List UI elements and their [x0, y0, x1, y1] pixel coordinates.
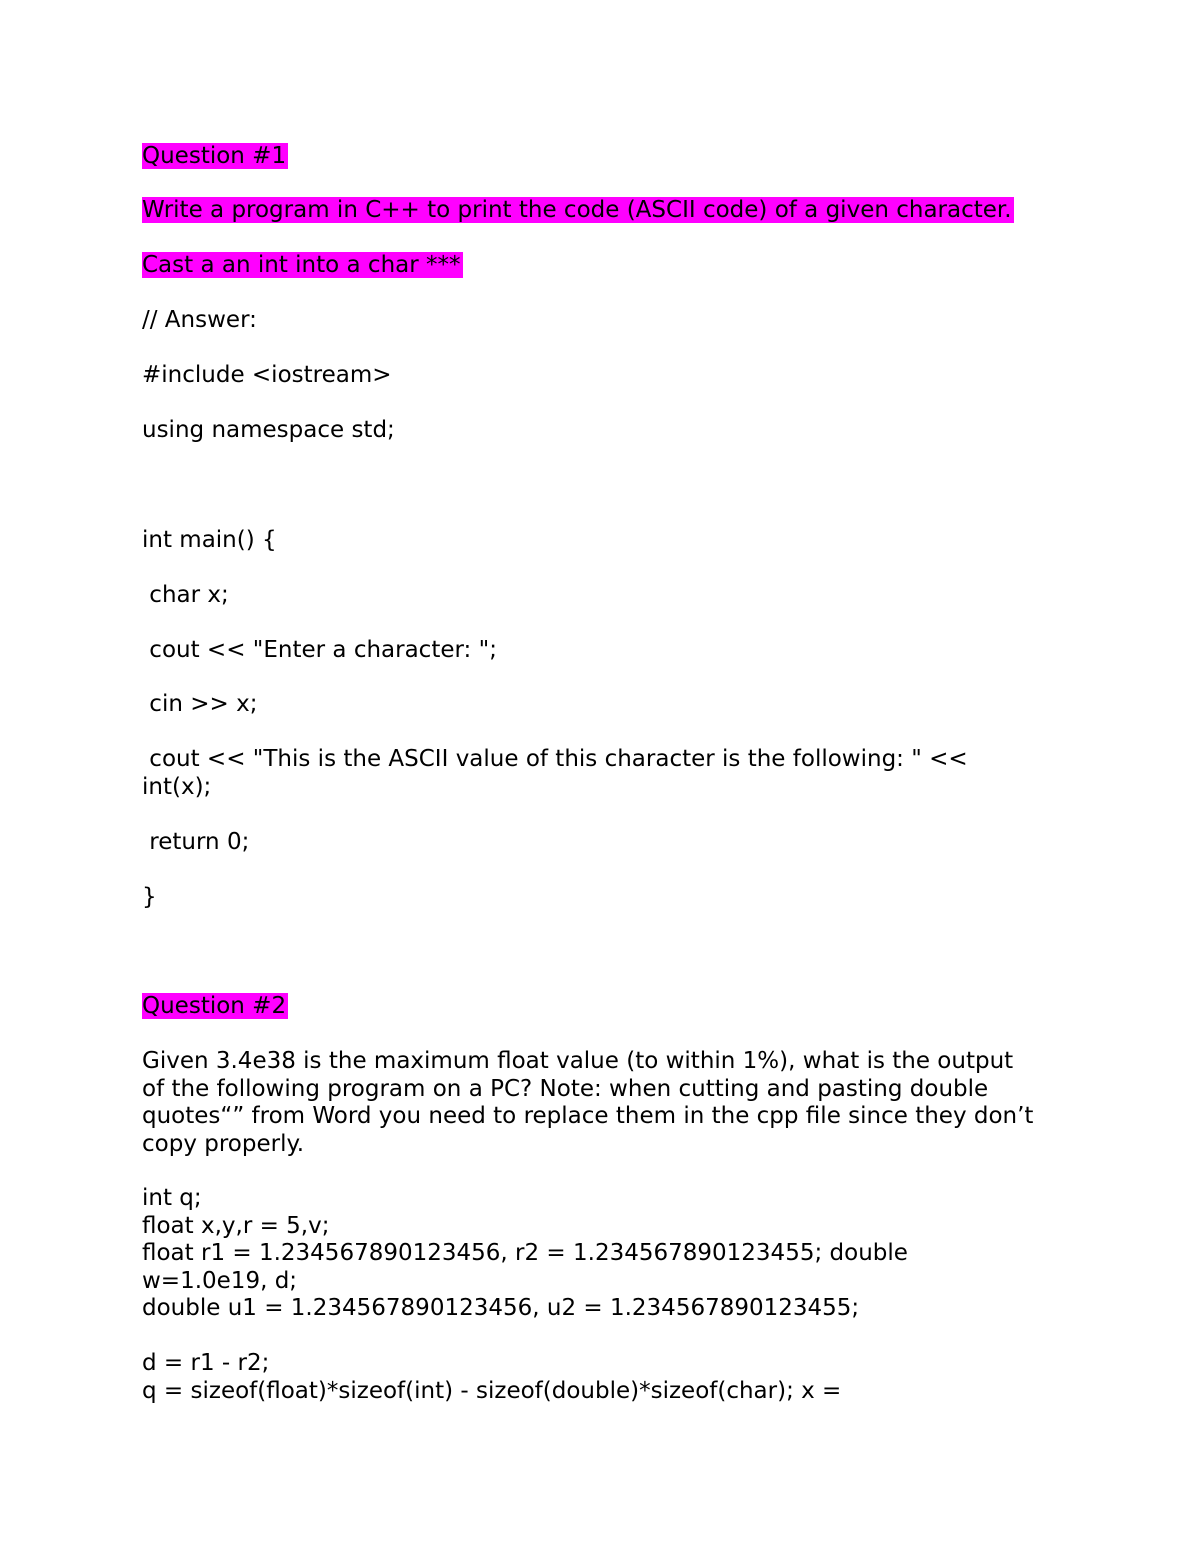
question-2-prompt-line: quotes“” from Word you need to replace them in the cpp file since they don’t — [142, 1103, 1034, 1129]
code-line: double u1 = 1.234567890123456, u2 = 1.234567890123455; — [142, 1295, 860, 1321]
question-2-prompt-line: of the following program on a PC? Note: when cutting and pasting double — [142, 1076, 989, 1102]
answer-label: // Answer: — [142, 307, 257, 333]
code-line: char x; — [142, 582, 229, 608]
code-line: int main() { — [142, 527, 277, 553]
code-line: using namespace std; — [142, 417, 395, 443]
highlight: Question #2 — [142, 993, 287, 1019]
highlight: Cast a an int into a char *** — [142, 252, 461, 278]
question-1-hint — [142, 251, 463, 279]
code-line: float x,y,r = 5,v; — [142, 1213, 330, 1239]
code-line: d = r1 - r2; — [142, 1350, 270, 1376]
code-line: return 0; — [142, 829, 250, 855]
code-line: cout << "Enter a character: "; — [142, 637, 497, 663]
code-line: #include <iostream> — [142, 362, 392, 388]
code-line: cout << "This is the ASCII value of this character is the following: " << — [142, 746, 968, 772]
code-line: float r1 = 1.234567890123456, r2 = 1.234567890123455; double — [142, 1240, 908, 1266]
code-line: q = sizeof(float)*sizeof(int) - sizeof(double)*sizeof(char); x = — [142, 1378, 842, 1404]
question-2-prompt-line: copy properly. — [142, 1131, 305, 1157]
code-line: int q; — [142, 1185, 202, 1211]
code-line: w=1.0e19, d; — [142, 1268, 298, 1294]
highlight: Write a program in C++ to print the code (ASCII code) of a given character. — [142, 197, 1012, 223]
highlight: Question #1 — [142, 143, 287, 169]
code-line: cin >> x; — [142, 691, 258, 717]
code-line: int(x); — [142, 774, 212, 800]
question-1-heading — [142, 142, 288, 170]
question-2-heading — [142, 992, 288, 1020]
question-1-prompt — [142, 196, 1014, 224]
code-line: } — [142, 884, 157, 910]
question-2-prompt-line: Given 3.4e38 is the maximum float value (to within 1%), what is the output — [142, 1048, 1014, 1074]
